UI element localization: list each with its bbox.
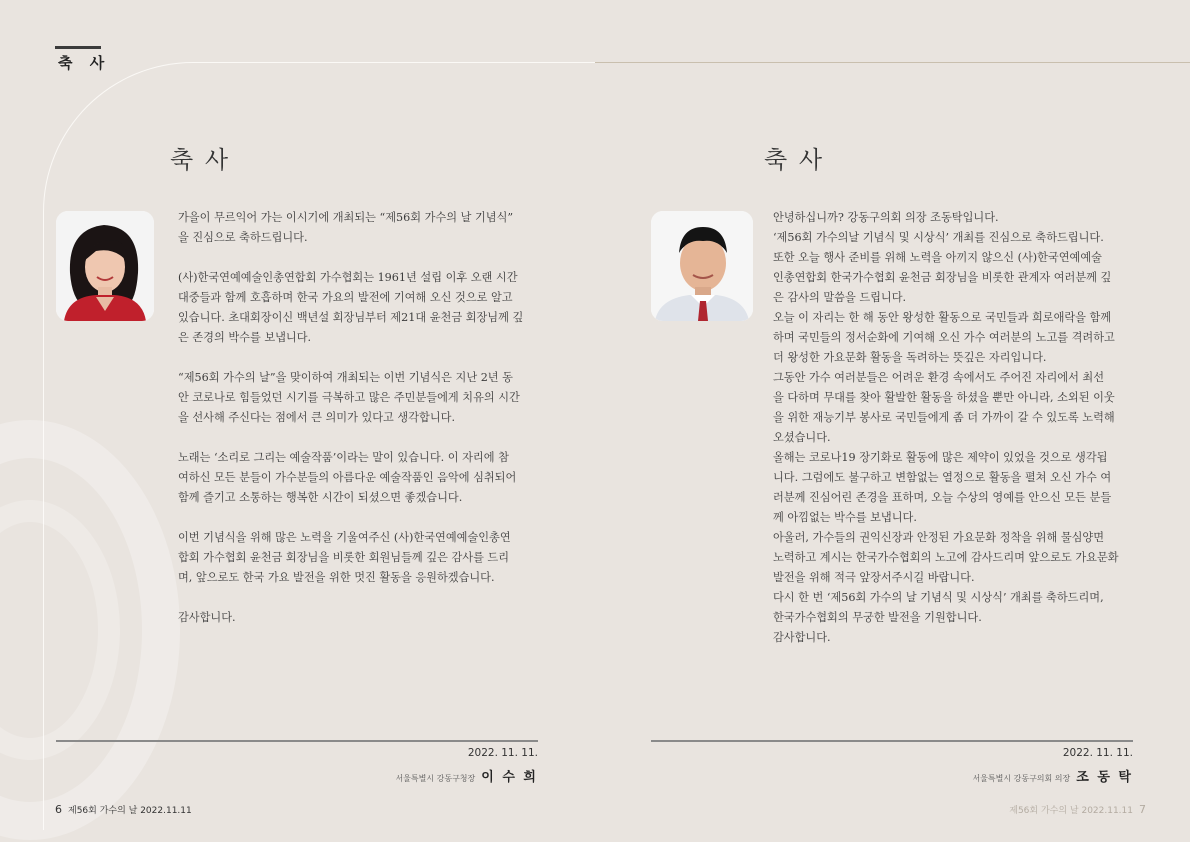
right-body-line: 한국가수협회의 무궁한 발전을 기원합니다. xyxy=(773,611,982,624)
right-footer-text: 제56회 가수의 날 2022.11.11 xyxy=(1009,806,1133,816)
right-page-number: 7 xyxy=(1139,803,1146,816)
right-body-line: 오셨습니다. xyxy=(773,431,831,444)
section-bar xyxy=(55,46,101,49)
right-body-line: 을 위한 재능기부 봉사로 국민들에게 좀 더 가까이 갈 수 있도록 노력해 xyxy=(773,411,1115,424)
left-body-line: “제56회 가수의 날”을 맞이하여 개최되는 이번 기념식은 지난 2년 동 xyxy=(178,371,513,384)
right-page-title: 축 사 xyxy=(764,146,824,174)
left-body-line: 은 존경의 박수를 보냅니다. xyxy=(178,331,312,344)
left-page-number: 6 xyxy=(55,803,62,816)
left-body-line: 을 선사해 주신다는 점에서 큰 의미가 있다고 생각합니다. xyxy=(178,411,456,424)
right-letter-body xyxy=(765,208,1119,648)
left-signature-rule xyxy=(56,740,538,742)
right-body-line: 아울러, 가수들의 권익신장과 안정된 가요문화 정착을 위해 물심양면 xyxy=(773,531,1105,544)
right-body-line: 노력하고 계시는 한국가수협회의 노고에 감사드리며 앞으로도 가요문화 xyxy=(773,551,1119,564)
left-page-title: 축 사 xyxy=(170,146,230,174)
right-portrait-photo xyxy=(651,211,753,321)
left-body-line: 함께 즐기고 소통하는 행복한 시간이 되셨으면 좋겠습니다. xyxy=(178,491,463,504)
top-divider xyxy=(595,62,1190,63)
left-letter-body xyxy=(170,208,523,628)
right-body-line: 올해는 코로나19 장기화로 활동에 많은 제약이 있었을 것으로 생각됩 xyxy=(773,451,1108,464)
right-body-line: ‘제56회 가수의날 기념식 및 시상식’ 개최를 진심으로 축하드립니다. xyxy=(773,231,1104,244)
left-date: 2022. 11. 11. xyxy=(467,747,538,759)
right-body-line: 께 아낌없는 박수를 보냅니다. xyxy=(773,511,917,524)
left-signer-org: 서울특별시 강동구청장 xyxy=(395,774,476,783)
right-date: 2022. 11. 11. xyxy=(1062,747,1133,759)
right-body-line: 은 감사의 말씀을 드립니다. xyxy=(773,291,907,304)
right-body-line: 다시 한 번 ‘제56회 가수의 날 기념식 및 시상식’ 개최를 축하드리며, xyxy=(773,591,1104,604)
right-body-line: 니다. 그럼에도 불구하고 변함없는 열정으로 활동을 펼쳐 오신 가수 여 xyxy=(773,471,1112,484)
right-signer xyxy=(895,766,1133,785)
left-body-line: 대중들과 함께 호흡하며 한국 가요의 발전에 기여해 오신 것으로 알고 xyxy=(178,291,513,304)
right-body-line: 오늘 이 자리는 한 해 동안 왕성한 활동으로 국민들과 희로애락을 함께 xyxy=(773,311,1112,324)
left-portrait-photo xyxy=(56,211,154,321)
left-body-line: 을 진심으로 축하드립니다. xyxy=(178,231,308,244)
right-signer-name: 조 동 탁 xyxy=(1076,770,1133,785)
left-body-line: 이번 기념식을 위해 많은 노력을 기울여주신 (사)한국연예예술인총연 xyxy=(178,531,511,544)
left-body-line: 합회 가수협회 윤천금 회장님을 비롯한 회원님들께 깊은 감사를 드리 xyxy=(178,551,510,564)
right-body-line: 안녕하십니까? 강동구의회 의장 조동탁입니다. xyxy=(773,211,999,224)
left-body-line: 노래는 ‘소리로 그리는 예술작품’이라는 말이 있습니다. 이 자리에 참 xyxy=(178,451,509,464)
right-body-line: 그동안 가수 여러분들은 어려운 환경 속에서도 주어진 자리에서 최선 xyxy=(773,371,1105,384)
right-footer xyxy=(1009,803,1146,816)
right-body-line: 더 왕성한 가요문화 활동을 독려하는 뜻깊은 자리입니다. xyxy=(773,351,1047,364)
left-footer-text: 제56회 가수의 날 2022.11.11 xyxy=(68,806,192,816)
right-body-line: 또한 오늘 행사 준비를 위해 노력을 아끼지 않으신 (사)한국연예예술 xyxy=(773,251,1102,264)
right-body-line: 인총연합회 한국가수협회 윤천금 회장님을 비롯한 관계자 여러분께 깊 xyxy=(773,271,1112,284)
left-body-line: 가을이 무르익어 가는 이시기에 개최되는 “제56회 가수의 날 기념식” xyxy=(178,211,514,224)
left-footer xyxy=(55,803,192,816)
right-body-line: 을 다하며 무대를 찾아 활발한 활동을 하셨을 뿐만 아니라, 소외된 이웃 xyxy=(773,391,1115,404)
left-signer xyxy=(300,766,538,785)
left-body-line: 있습니다. 초대회장이신 백년설 회장님부터 제21대 윤천금 회장님께 깊 xyxy=(178,311,524,324)
left-body-line: 며, 앞으로도 한국 가요 발전을 위한 멋진 활동을 응원하겠습니다. xyxy=(178,571,495,584)
left-body-line: 감사합니다. xyxy=(178,611,236,624)
left-body-line: 안 코로나로 힘들었던 시기를 극복하고 많은 주민분들에게 치유의 시간 xyxy=(178,391,520,404)
right-body-line: 발전을 위해 적극 앞장서주시길 바랍니다. xyxy=(773,571,975,584)
left-body-line: 여하신 모든 분들이 가수분들의 아름다운 예술작품인 음악에 심취되어 xyxy=(178,471,517,484)
section-label: 축 사 xyxy=(58,54,111,72)
right-body-line: 러분께 진심어린 존경을 표하며, 오늘 수상의 영예를 안으신 모든 분들 xyxy=(773,491,1112,504)
left-body-line: (사)한국연예예술인총연합회 가수협회는 1961년 설립 이후 오랜 시간 xyxy=(178,271,518,284)
right-body-line: 감사합니다. xyxy=(773,631,831,644)
right-signature-rule xyxy=(651,740,1133,742)
right-signer-org: 서울특별시 강동구의회 의장 xyxy=(972,774,1071,783)
left-signer-name: 이 수 희 xyxy=(481,770,538,785)
right-body-line: 하며 국민들의 정서순화에 기여해 오신 가수 여러분의 노고를 격려하고 xyxy=(773,331,1115,344)
